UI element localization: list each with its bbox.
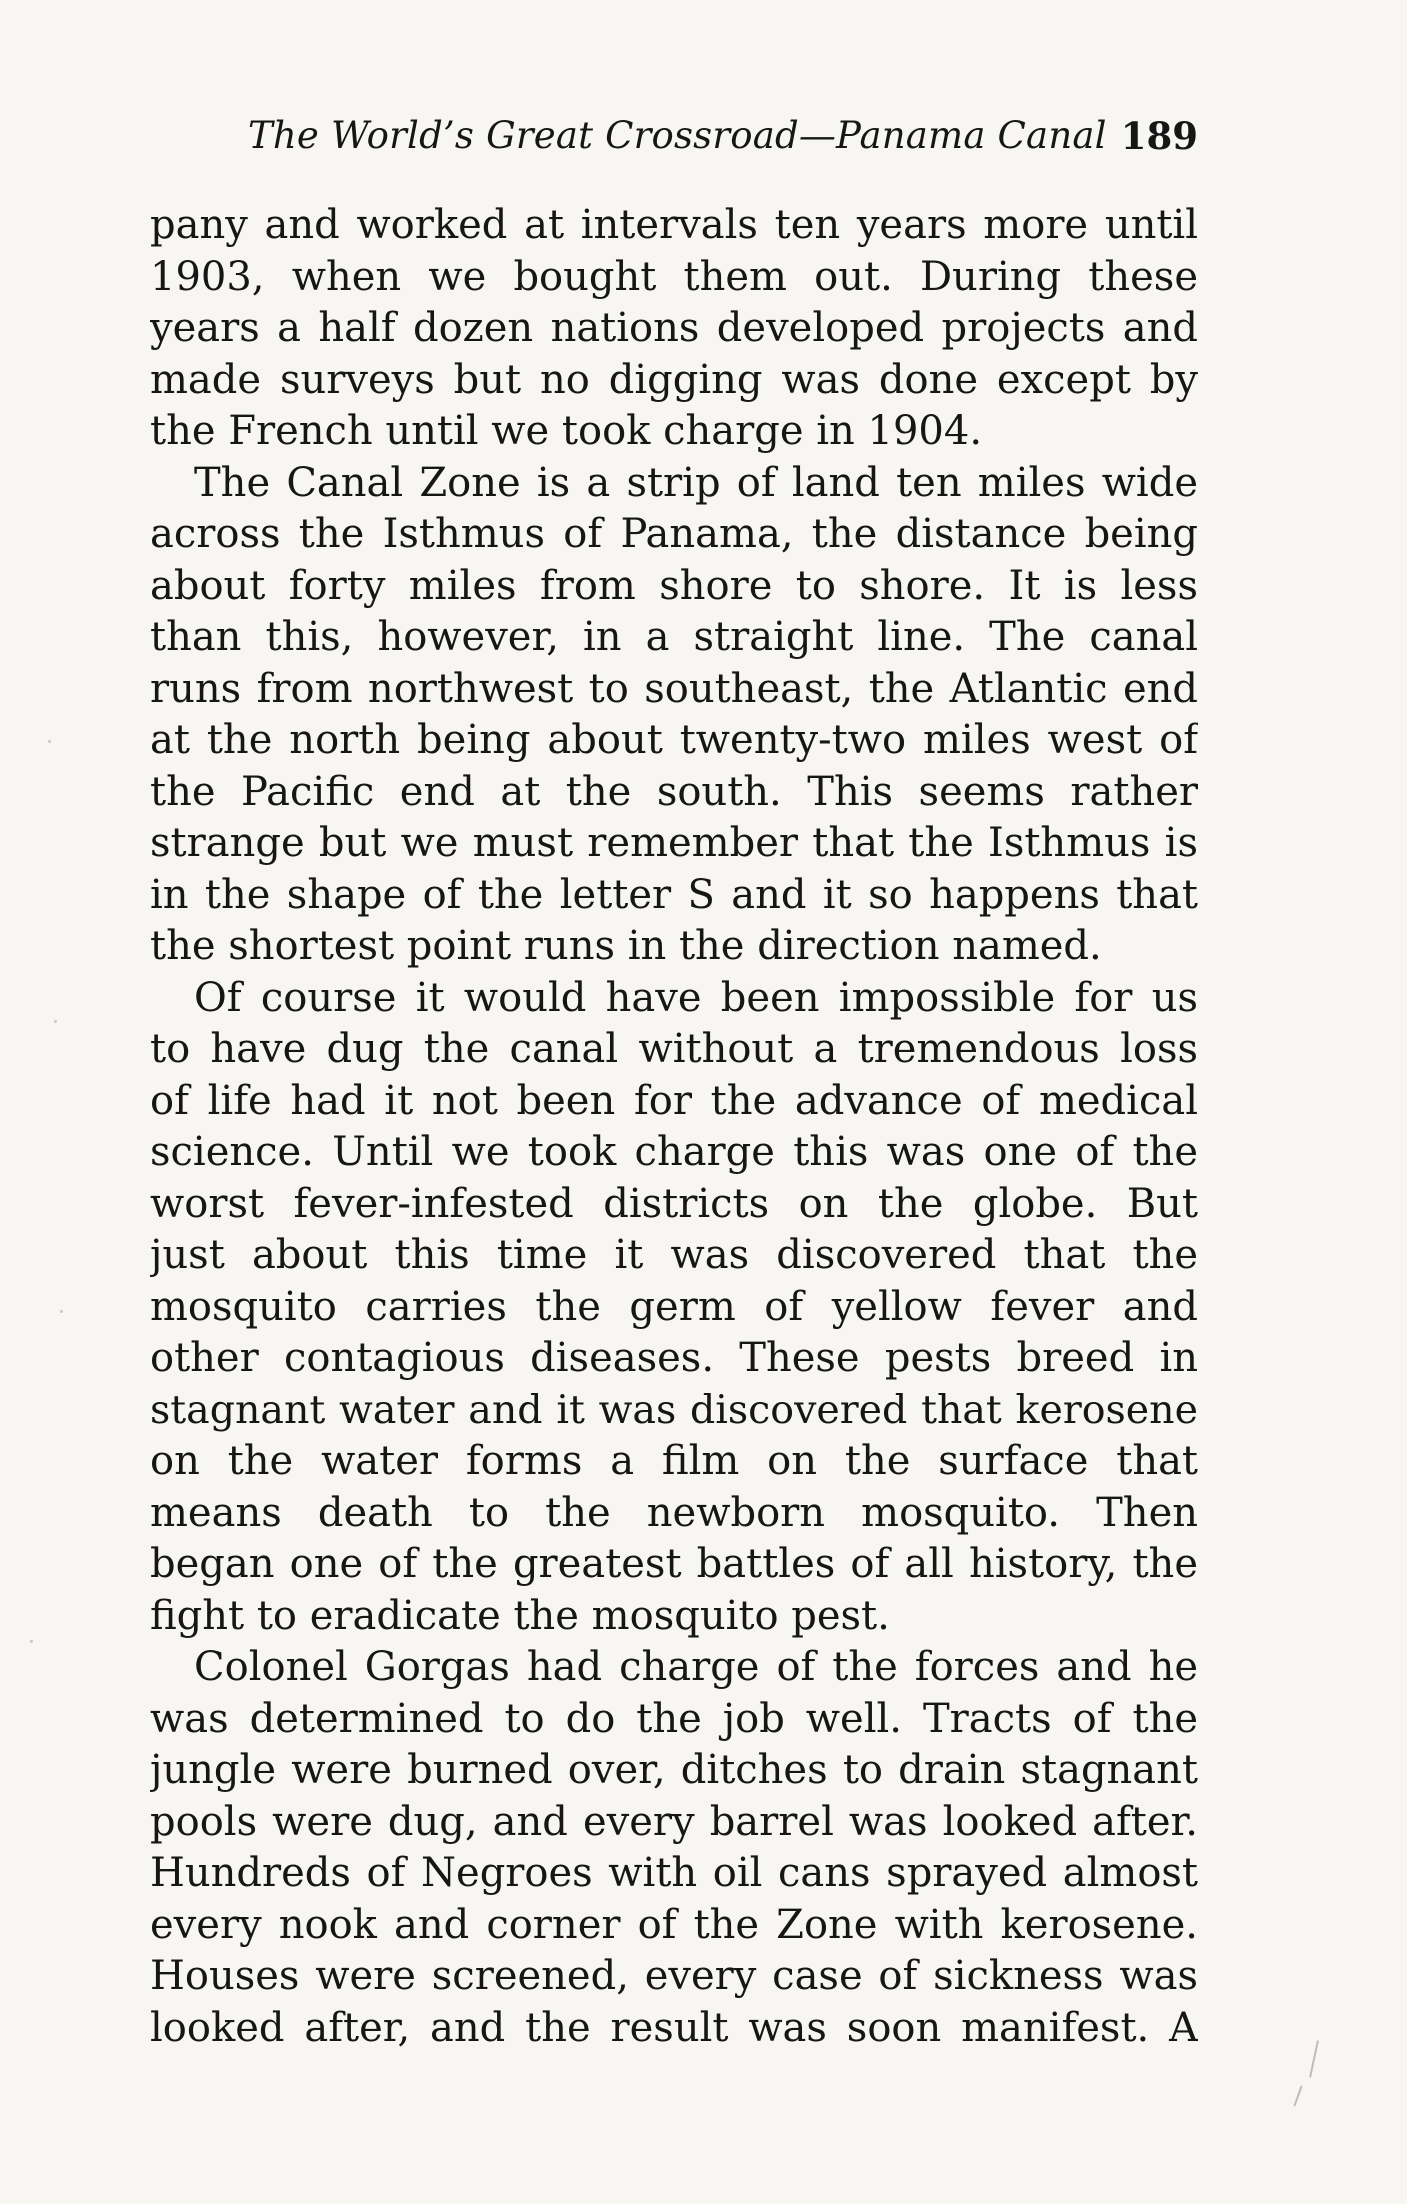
text-line: fight to eradicate the mosquito pest.: [150, 1592, 890, 1639]
text-line: years a half dozen nations developed projects and: [150, 305, 1198, 351]
text-line: runs from northwest to southeast, the Atlantic end: [150, 665, 1198, 712]
running-head: [150, 106, 1198, 166]
text-line: in the shape of the letter S and it so happens that: [150, 871, 1198, 918]
text-line: pany and worked at intervals ten years more until: [150, 202, 1198, 248]
text-line: the shortest point runs in the direction named.: [150, 923, 1102, 969]
text-line: The Canal Zone is a strip of land ten miles wide: [194, 459, 1198, 506]
text-line: every nook and corner of the Zone with kerosene.: [150, 1901, 1198, 1948]
text-line: mosquito carries the germ of yellow fever and: [150, 1283, 1198, 1330]
scan-speck: [54, 1020, 57, 1023]
text-line: stagnant water and it was discovered that kerosene: [150, 1386, 1198, 1433]
text-line: looked after, and the result was soon manifest. A: [150, 2004, 1198, 2051]
text-line: was determined to do the job well. Tracts of the: [150, 1695, 1198, 1742]
text-line: made surveys but no digging was done except by: [150, 356, 1198, 403]
text-line: on the water forms a film on the surface that: [150, 1438, 1198, 1484]
text-line: just about this time it was discovered that the: [150, 1232, 1198, 1278]
text-line: worst fever-infested districts on the globe. But: [150, 1180, 1198, 1227]
text-line: Houses were screened, every case of sickness was: [150, 1953, 1198, 1999]
running-title: The World’s Great Crossroad—Panama Canal: [248, 114, 1107, 157]
text-line: 1903, when we bought them out. During these: [150, 253, 1198, 300]
text-line: than this, however, in a straight line. The canal: [150, 614, 1198, 660]
text-line: across the Isthmus of Panama, the distance being: [150, 511, 1198, 557]
text-line: the French until we took charge in 1904.: [150, 408, 983, 454]
text-line: jungle were burned over, ditches to drain stagnant: [150, 1747, 1198, 1793]
body-text: [150, 200, 1198, 2054]
scan-speck: [48, 740, 51, 743]
text-line: about forty miles from shore to shore. It is less: [150, 562, 1198, 609]
scan-speck: [30, 1640, 33, 1643]
text-line: the Pacific end at the south. This seems rather: [150, 768, 1198, 815]
text-line: science. Until we took charge this was one of the: [150, 1129, 1198, 1175]
scan-mark: [1309, 2040, 1319, 2078]
text-line: strange but we must remember that the Isthmus is: [150, 820, 1198, 866]
page-number: 189: [1120, 114, 1198, 158]
scan-mark: [1293, 2085, 1302, 2106]
text-line: to have dug the canal without a tremendous loss: [150, 1026, 1198, 1072]
text-line: pools were dug, and every barrel was looked after.: [150, 1798, 1198, 1845]
text-line: Hundreds of Negroes with oil cans sprayed almost: [150, 1850, 1198, 1896]
text-line: means death to the newborn mosquito. Then: [150, 1489, 1198, 1536]
text-line: at the north being about twenty-two miles west of: [150, 717, 1198, 763]
text-line: other contagious diseases. These pests breed in: [150, 1335, 1198, 1381]
text-line: of life had it not been for the advance of medical: [150, 1077, 1198, 1124]
text-line: Of course it would have been impossible for us: [194, 974, 1198, 1021]
text-line: Colonel Gorgas had charge of the forces and he: [194, 1644, 1198, 1690]
text-line: began one of the greatest battles of all history, the: [150, 1541, 1198, 1587]
scan-speck: [60, 1310, 63, 1313]
